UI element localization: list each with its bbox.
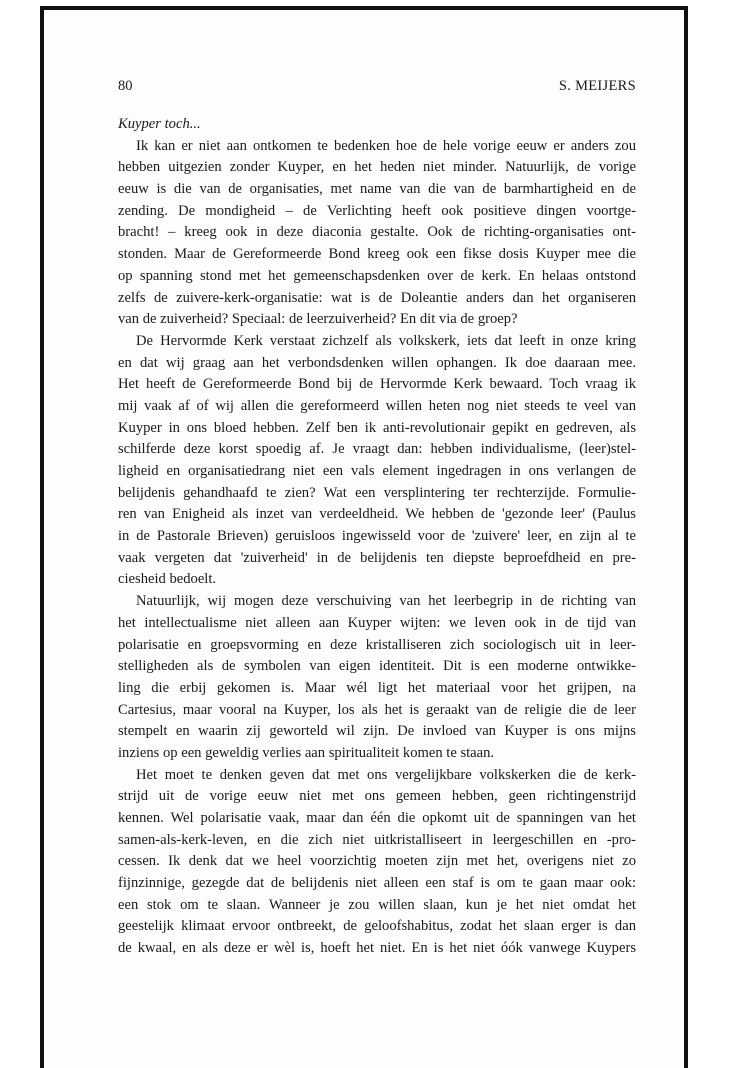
text-line: het intellectualisme niet alleen aan Kuyper wijten: we leven ook in de tijd van — [118, 614, 636, 631]
text-line: en dat wij graag aan het verbondsdenken willen ophangen. Ik doe daaraan mee. — [118, 354, 636, 371]
text-line: mij vaak af of wij allen die gereformeerd willen heten nog niet steeds te veel van — [118, 397, 636, 414]
text-line: ligheid en organisatiedrang niet een vals element ingedragen in ons verlangen de — [118, 463, 636, 479]
paragraph — [118, 765, 636, 960]
text-line: inziens op een geweldig verlies aan spiritualiteit komen te staan. — [118, 744, 495, 761]
text-line: polarisatie en groepsvorming en deze kristalliseren zich sociologisch uit in leer- — [118, 636, 636, 653]
text-line: cessen. Ik denk dat we heel voorzichtig moeten zijn met het, overigens niet zo — [118, 853, 636, 870]
text-line: stempelt en waarin zij geworteld wil zijn. De invloed van Kuyper is ons mijns — [118, 723, 636, 740]
text-line: De Hervormde Kerk verstaat zichzelf als volkskerk, iets dat leeft in onze kring — [136, 332, 636, 349]
text-line: stelligheden als de symbolen van eigen identiteit. Dit is een moderne ontwikke- — [118, 658, 636, 675]
text-line: zelfs de zuivere-kerk-organisatie: wat is de Doleantie anders dan het organiseren — [118, 289, 636, 306]
section-heading: Kuyper toch... — [118, 116, 201, 132]
text-line: kennen. Wel polarisatie vaak, maar dan één die opkomt uit de spanningen van het — [118, 810, 636, 826]
text-line: in de Pastorale Brieven) geruisloos ingewisseld voor de 'zuivere' leer, en zijn al te — [118, 528, 636, 545]
paragraph — [118, 331, 636, 591]
running-head — [118, 78, 636, 98]
text-line: ciesheid bedoelt. — [118, 571, 217, 588]
text-line: geestelijk klimaat ervoor ontbreekt, de geloofshabitus, zodat het slaan erger is dan — [118, 918, 636, 935]
text-line: fijnzinnige, gezegde dat de belijdenis niet alleen een staf is om te gaan maar ook: — [118, 875, 636, 892]
text-line: hebben uitgezien zonder Kuyper, en het heden niet minder. Natuurlijk, de vorige — [118, 159, 636, 176]
text-line: de kwaal, en als deze er wèl is, hoeft het niet. En is het niet óók vanwege Kuypers — [118, 940, 636, 957]
text-line: zending. De mondigheid – de Verlichting heeft ook positieve dingen voortge- — [118, 202, 636, 219]
paragraphs — [118, 136, 636, 960]
text-line: ling die erbij gekomen is. Maar wél ligt het materiaal voor het grijpen, na — [118, 679, 636, 696]
text-line: stonden. Maar de Gereformeerde Bond kreeg ook een fikse dosis Kuyper mee die — [118, 246, 636, 263]
text-line: strijd uit de vorige eeuw niet met ons gemeen hebben, geen richtingenstrijd — [118, 788, 636, 805]
text-line: van de zuiverheid? Speciaal: de leerzuiverheid? En dit via de groep? — [118, 311, 518, 328]
text-line: Het moet te denken geven dat met ons vergelijkbare volkskerken die de kerk- — [136, 766, 636, 783]
text-line: bracht! – kreeg ook in deze diaconia gestalte. Ook de richting-organisaties ont- — [118, 224, 636, 241]
body-text — [118, 114, 636, 960]
text-line: Kuyper in ons bloed hebben. Zelf ben ik anti-revolutionair gepikt en gedreven, als — [118, 419, 636, 436]
text-line: ren van Enigheid als inzet van verdeeldheid. We hebben de 'gezonde leer' (Paulus — [118, 506, 636, 523]
paragraph — [118, 136, 636, 331]
text-line: Het heeft de Gereformeerde Bond bij de Hervormde Kerk bewaard. Toch vraag ik — [118, 376, 636, 393]
text-line: Ik kan er niet aan ontkomen te bedenken hoe de hele vorige eeuw er anders zou — [136, 137, 636, 154]
text-line: een stok om te slaan. Wanneer je zou willen slaan, kun je het niet omdat het — [118, 896, 636, 913]
page-number: 80 — [118, 78, 133, 94]
text-line: belijdenis gehandhaafd te zien? Wat een versplintering ter rechterzijde. Formulie- — [118, 484, 636, 501]
text-line: Cartesius, maar vooral na Kuyper, los als het is geraakt van de religie die de leer — [118, 701, 636, 718]
text-line: vaak vergeten dat 'zuiverheid' in de belijdenis ten diepste beproefdheid en pre- — [118, 549, 636, 566]
text-line: eeuw is die van de organisaties, met name van die van de barmhartigheid en de — [118, 181, 636, 198]
text-line: schilferde deze korst spoedig af. Je vraagt dan: hebben individualisme, (leer)stel- — [118, 441, 636, 458]
text-line: op spanning stond met het gemeenschapsdenken over de kerk. En helaas ontstond — [118, 267, 636, 284]
text-line: samen-als-kerk-leven, en die zich niet uitkristalliseert in leergeschillen en -pro- — [118, 831, 636, 848]
running-head-author: S. MEIJERS — [558, 78, 636, 94]
paragraph — [118, 591, 636, 765]
text-line: Natuurlijk, wij mogen deze verschuiving van het leerbegrip in de richting van — [136, 593, 636, 610]
